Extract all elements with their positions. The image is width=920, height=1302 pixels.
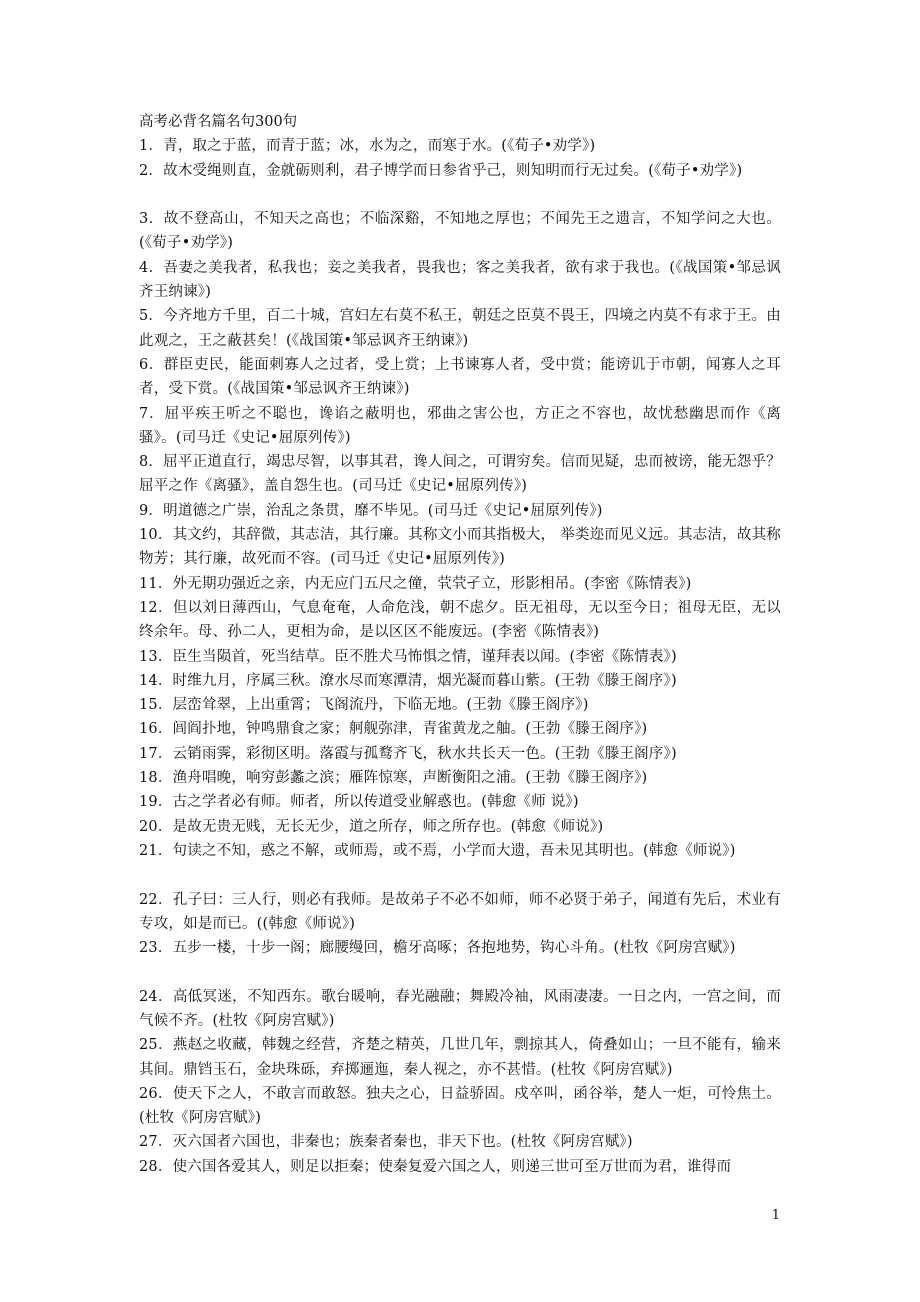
quote-item-26: 26．使天下之人，不敢言而敢怒。独夫之心，日益骄固。戍卒叫，函谷举，楚人一炬，可怜焦土。(杜牧《阿房宫赋》) xyxy=(139,1085,781,1127)
quote-item-25: 25．燕赵之收藏，韩魏之经营，齐楚之精英，几世几年，剽掠其人，倚叠如山；一旦不能有，输来其间。鼎铛玉石，金块珠砾，弃掷逦迤，秦人视之，亦不甚惜。(杜牧《阿房宫赋》) xyxy=(139,1037,781,1078)
quote-item-3: 3．故不登高山，不知天之高也；不临深谿，不知地之厚也；不闻先王之遗言，不知学问之大也。(《荀子•劝学》) xyxy=(139,211,781,252)
quote-item-10: 10．其文约，其辞微，其志洁，其行廉。其称文小而其指极大， 举类迩而见义远。其志洁，故其称物芳；其行廉，故死而不容。(司马迁《史记•屈原列传》) xyxy=(139,527,781,568)
quote-item-2: 2．故木受绳则直，金就砺则利，君子博学而日参省乎己，则知明而行无过矣。(《荀子•劝学》) xyxy=(139,162,743,179)
quote-item-8: 8．屈平正道直行，竭忠尽智，以事其君，谗人间之，可谓穷矣。信而见疑，忠而被谤，能无怨乎？屈平之作《离骚》，盖自怨生也。(司马迁《史记•屈原列传》) xyxy=(139,454,781,495)
quote-item-12: 12．但以刘日薄西山，气息奄奄，人命危浅，朝不虑夕。臣无祖母，无以至今日；祖母无臣，无以终余年。母、孙二人，更相为命，是以区区不能废远。(李密《陈情表》) xyxy=(139,599,781,641)
quote-item-7: 7．屈平疾王听之不聪也，谗谄之蔽明也，邪曲之害公也，方正之不容也，故忧愁幽思而作《离骚》。(司马迁《史记•屈原列传》) xyxy=(139,405,781,446)
quote-item-13: 13．臣生当陨首，死当结草。臣不胜犬马怖惧之情，谨拜表以闻。(李密《陈情表》) xyxy=(139,648,677,665)
quote-item-20: 20．是故无贵无贱，无长无少，道之所存，师之所存也。(韩愈《师说》) xyxy=(139,818,604,835)
quote-item-28: 28．使六国各爱其人，则足以拒秦；使秦复爱六国之人，则递三世可至万世而为君，谁得而 xyxy=(139,1158,732,1175)
quote-item-22: 22．孔子曰：三人行，则必有我师。是故弟子不必不如师，师不必贤于弟子，闻道有先后，术业有专攻，如是而已。((韩愈《师说》) xyxy=(139,891,781,932)
quote-item-23: 23．五步一楼，十步一阁；廊腰缦回，檐牙高啄；各抱地势，钩心斗角。(杜牧《阿房宫赋》) xyxy=(139,940,736,957)
quote-item-9: 9．明道德之广崇，治乱之条贯，靡不毕见。(司马迁《史记•屈原列传》) xyxy=(139,502,603,519)
quote-item-14: 14．时维九月，序属三秋。潦水尽而寒潭清，烟光凝而暮山紫。(王勃《滕王阁序》) xyxy=(139,672,677,689)
quote-item-21: 21．句读之不知，惑之不解，或师焉，或不焉，小学而大遗，吾未见其明也。(韩愈《师说》) xyxy=(139,842,736,859)
document-page xyxy=(139,110,781,1179)
quote-item-24: 24．高低冥迷，不知西东。歌台暖响，春光融融；舞殿冷袖，风雨凄凄。一日之内，一宫之间，而气候不齐。(杜牧《阿房宫赋》) xyxy=(139,988,781,1029)
quote-item-19: 19．古之学者必有师。师者，所以传道受业解惑也。(韩愈《师 说》) xyxy=(139,794,579,811)
document-title: 高考必背名篇名句300句 xyxy=(139,114,298,130)
quote-item-15: 15．层峦耸翠，上出重霄；飞阁流丹，下临无地。(王勃《滕王阁序》) xyxy=(139,697,589,714)
page-number: 1 xyxy=(771,1208,780,1223)
quote-item-16: 16．闾阎扑地，钟鸣鼎食之家；舸舰弥津，青雀黄龙之舳。(王勃《滕王阁序》) xyxy=(139,721,648,738)
quote-item-6: 6．群臣吏民，能面刺寡人之过者，受上赏；上书谏寡人者，受中赏；能谤讥于市朝，闻寡人之耳者，受下赏。(《战国策•邹忌讽齐王纳谏》) xyxy=(139,356,781,398)
quote-item-5: 5．今齐地方千里，百二十城，宫妇左右莫不私王，朝廷之臣莫不畏王，四境之内莫不有求于王。由此观之，王之蔽甚矣！(《战国策•邹忌讽齐王纳谏》) xyxy=(139,308,781,349)
quote-item-1: 1．青，取之于蓝，而青于蓝；冰，水为之，而寒于水。(《荀子•劝学》) xyxy=(139,138,596,155)
quote-item-17: 17．云销雨霁，彩彻区明。落霞与孤鹜齐飞，秋水共长天一色。(王勃《滕王阁序》) xyxy=(139,745,677,762)
quote-item-4: 4．吾妻之美我者，私我也；妾之美我者，畏我也；客之美我者，欲有求于我也。(《战国策•邹忌讽齐王纳谏》) xyxy=(139,259,781,301)
quote-item-27: 27．灭六国者六国也，非秦也；族秦者秦也，非天下也。(杜牧《阿房宫赋》) xyxy=(139,1134,633,1151)
quote-item-11: 11．外无期功强近之亲，内无应门五尺之僮，茕茕孑立，形影相吊。(李密《陈情表》) xyxy=(139,575,692,592)
quote-item-18: 18．渔舟唱晚，响穷彭蠡之滨；雁阵惊寒，声断衡阳之浦。(王勃《滕王阁序》) xyxy=(139,770,648,787)
